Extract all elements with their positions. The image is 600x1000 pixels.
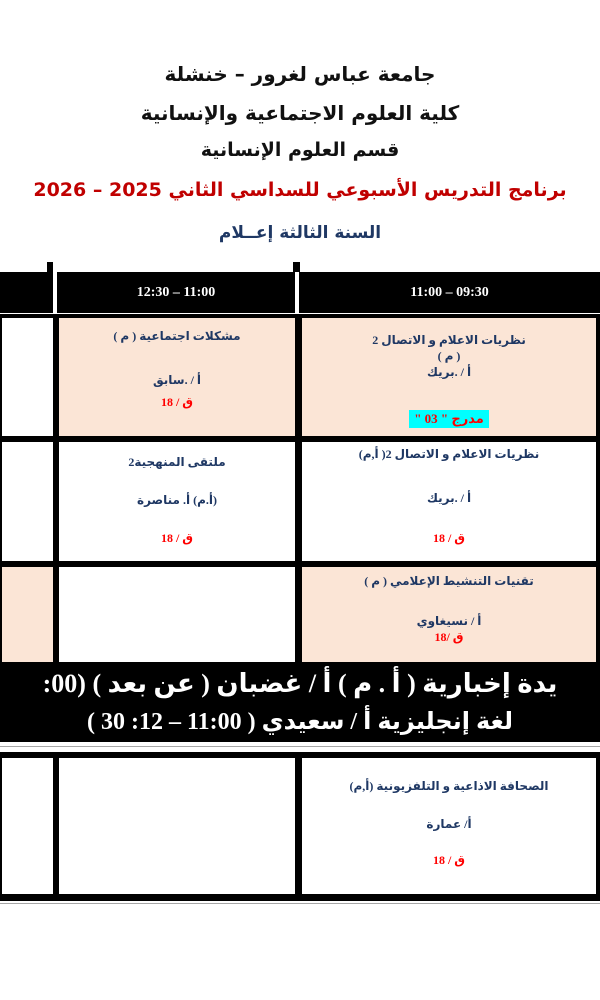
divider xyxy=(0,567,2,662)
table-row xyxy=(0,758,600,894)
divider xyxy=(0,758,2,894)
teacher-name: أ/ عمارة xyxy=(426,817,472,831)
divider xyxy=(0,894,600,901)
course-cell xyxy=(302,442,596,561)
divider xyxy=(295,318,302,436)
room-number: ق / 18 xyxy=(432,531,466,545)
course-cell xyxy=(302,758,596,894)
remote-courses-banner xyxy=(0,662,600,742)
time-header-row xyxy=(0,272,600,313)
day-cell xyxy=(2,442,53,561)
room-number: ق /18 xyxy=(434,630,464,644)
day-cell xyxy=(2,318,53,436)
course-cell xyxy=(302,567,596,662)
divider xyxy=(0,442,2,561)
table-row xyxy=(0,318,600,436)
program-title: برنامج التدريس الأسبوعي للسداسي الثاني 2025 – 2026 xyxy=(33,179,567,201)
department-name: قسم العلوم الإنسانية xyxy=(200,139,400,161)
divider xyxy=(596,318,600,436)
divider xyxy=(53,567,59,662)
divider xyxy=(53,758,59,894)
course-title: نظريات الاعلام و الاتصال 2 xyxy=(372,333,526,347)
divider xyxy=(596,758,600,894)
teacher-name: أ / .سابق xyxy=(152,373,202,387)
day-column-header xyxy=(0,272,53,313)
time-slot-header-2: 11:00 – 09:30 xyxy=(299,272,600,313)
table-row xyxy=(0,567,600,662)
banner-line: لغة إنجليزية أ / سعيدي ( 11:00 – 12: 30 ) xyxy=(86,709,514,735)
timetable xyxy=(0,272,600,904)
course-title: مشكلات اجتماعية ( م ) xyxy=(113,329,241,343)
divider xyxy=(0,318,2,436)
course-title: تقنيات التنشيط الإعلامي ( م ) xyxy=(364,574,534,588)
course-title: الصحافة الاذاعية و التلفزيونية (أ,م) xyxy=(349,779,549,793)
year-section-title: السنة الثالثة إعــلام xyxy=(218,223,382,243)
divider xyxy=(0,903,600,904)
table-row xyxy=(0,442,600,561)
course-cell xyxy=(302,318,596,436)
course-title: ملتقى المنهجية2 xyxy=(128,455,226,469)
banner-line: يدة إخبارية ( أ . م ) أ / غضبان ( عن بعد ) (00: xyxy=(42,669,558,698)
divider xyxy=(596,567,600,662)
course-title: نظريات الاعلام و الاتصال 2( أ,م) xyxy=(358,447,540,461)
divider xyxy=(295,442,302,561)
divider xyxy=(295,567,302,662)
divider xyxy=(295,758,302,894)
faculty-name: كلية العلوم الاجتماعية والإنسانية xyxy=(140,101,460,125)
room-number: ق / 18 xyxy=(160,395,194,409)
empty-course-cell xyxy=(59,567,295,662)
university-name: جامعة عباس لغرور – خنشلة xyxy=(164,62,436,86)
room-number: ق / 18 xyxy=(432,853,466,867)
lecture-hall-highlight: مدرج " 03 " xyxy=(409,410,489,428)
teacher-name: أ / .بريك xyxy=(426,365,472,379)
course-cell xyxy=(59,442,295,561)
divider xyxy=(53,442,59,561)
day-cell xyxy=(2,567,53,662)
empty-course-cell xyxy=(59,758,295,894)
course-mode: ( م ) xyxy=(437,349,461,363)
divider xyxy=(53,318,59,436)
teacher-name: أ / .بريك xyxy=(426,491,472,505)
teacher-name: أ / نسيغاوي xyxy=(416,614,482,628)
divider xyxy=(0,746,600,747)
divider xyxy=(596,442,600,561)
day-cell xyxy=(2,758,53,894)
room-number: ق / 18 xyxy=(160,531,194,545)
teacher-name: (أ.م) أ. مناصرة xyxy=(137,493,217,507)
time-slot-header-1: 12:30 – 11:00 xyxy=(57,272,295,313)
course-cell xyxy=(59,318,295,436)
